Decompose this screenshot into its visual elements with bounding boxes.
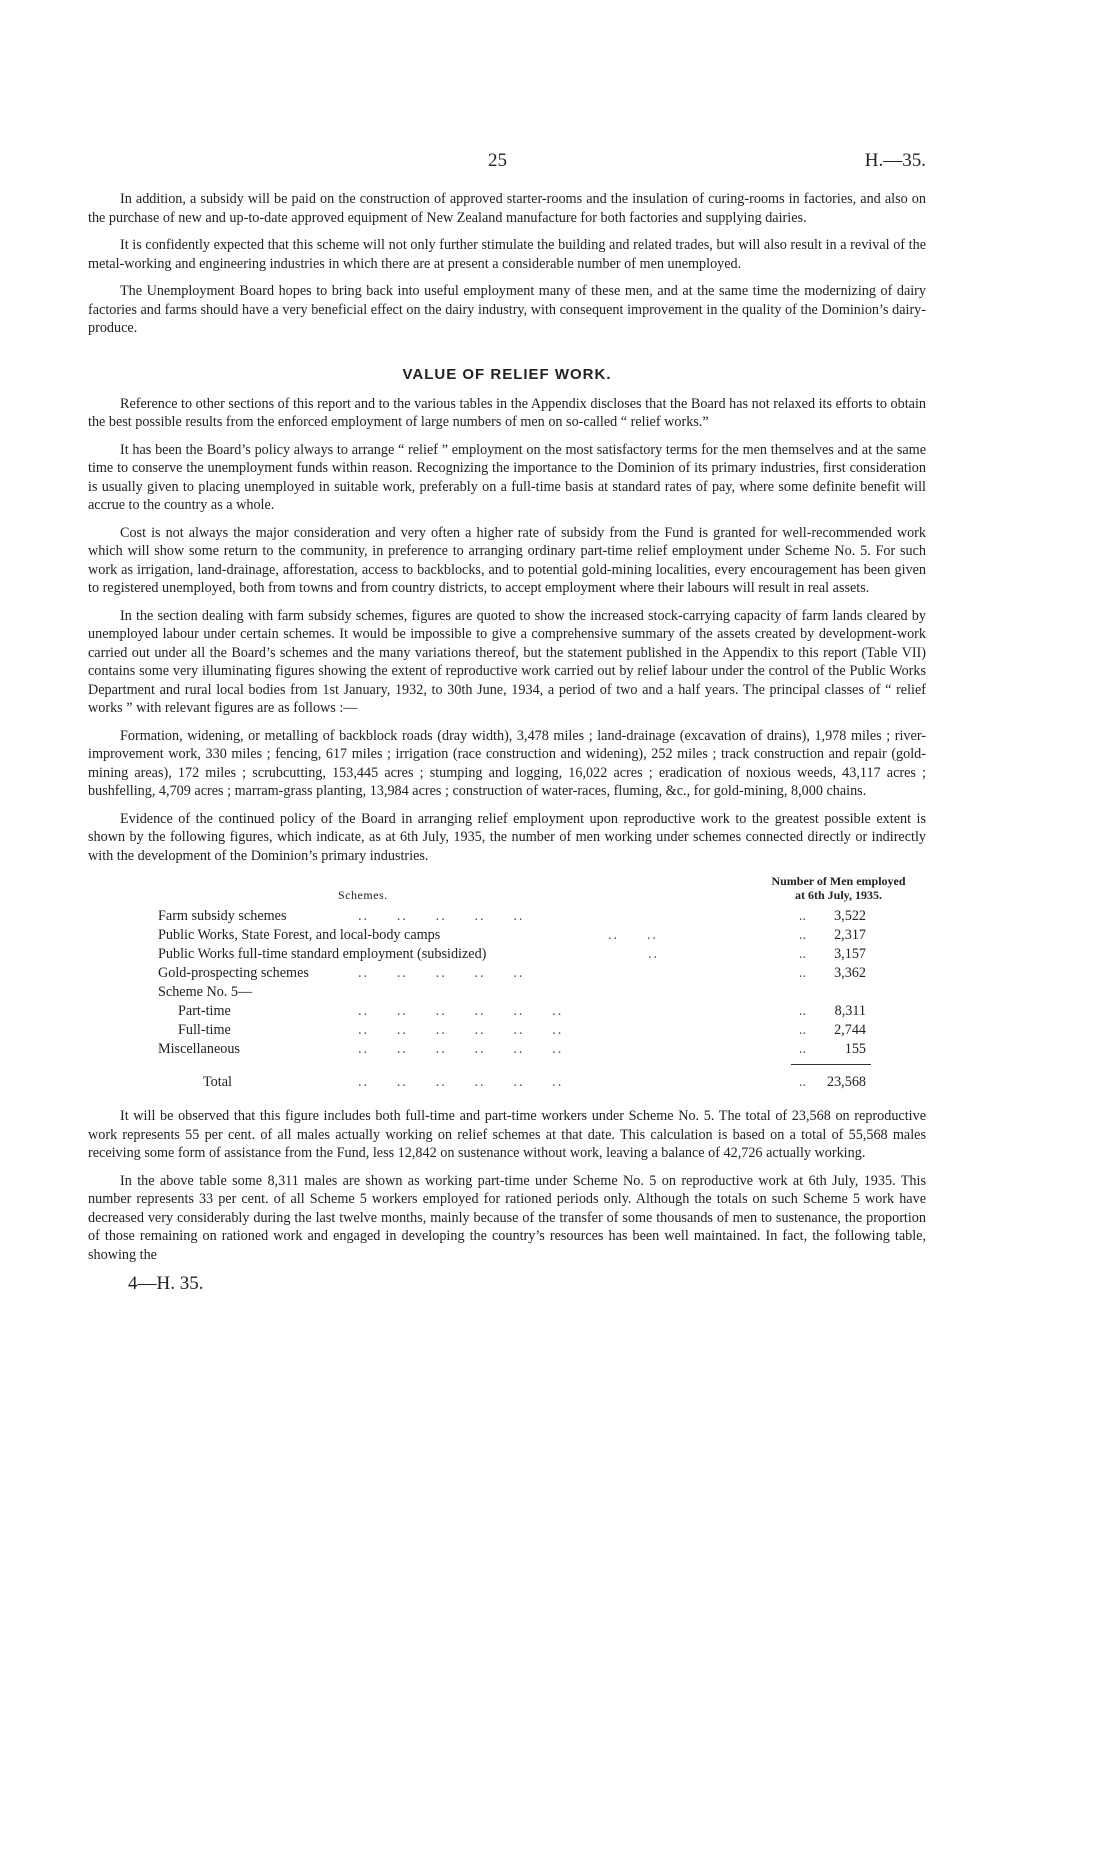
document-reference: H.—35. xyxy=(864,150,926,171)
table-row xyxy=(88,1022,926,1041)
leader-dots: .. .. .. .. .. xyxy=(358,965,525,981)
leader-dots: .. .. xyxy=(608,927,658,943)
row-value: 2,744 xyxy=(834,1022,866,1038)
total-value: 23,568 xyxy=(826,1074,866,1090)
table-row xyxy=(88,1003,926,1022)
table-row xyxy=(88,1041,926,1060)
leader-dots: .. .. .. .. .. .. xyxy=(358,1074,564,1090)
total-label: Total xyxy=(203,1074,232,1090)
signature-mark: 4—H. 35. xyxy=(128,1273,204,1294)
row-label: Gold-prospecting schemes xyxy=(158,965,309,981)
body-paragraph: In the section dealing with farm subsidy schemes, figures are quoted to show the increased stock-carrying capacity of farm lands cleared by unemployed labour under certain schemes. It would be impossible to give a comprehensive summary of the assets created by development-work carried out under all the Board’s schemes and the many variations thereof, but the statement published in the Appendix to this report (Table VII) contains some very illuminating figures showing the extent of reproductive work carried out by relief labour under the control of the Public Works Department and rural local bodies from 1st January, 1932, to 30th June, 1934, a period of two and a half years. The principal classes of “ relief works ” with relevant figures are as follows :— xyxy=(88,607,926,716)
row-label: Public Works, State Forest, and local-body camps xyxy=(158,927,441,943)
leader-dots: .. xyxy=(798,908,806,924)
table-header xyxy=(88,874,926,908)
row-value: 2,317 xyxy=(834,927,866,943)
column-header-count xyxy=(751,874,926,902)
closing-paragraph: In the above table some 8,311 males are shown as working part-time under Scheme No. 5 on reproductive work at 6th July, 1935. This number represents 33 per cent. of all Scheme 5 workers employed for rationed periods only. Although the totals on such Scheme 5 work have decreased very considerably during the last twelve months, mainly because of the transfer of some thousands of men to sustenance, the proportion of those remaining on rationed work and engaged in developing the country’s resources has been well maintained. In fact, the following table, showing the xyxy=(88,1172,926,1263)
leader-dots: .. .. .. .. .. xyxy=(358,908,525,924)
leader-dots: .. .. .. .. .. .. xyxy=(358,1003,564,1019)
row-label: Miscellaneous xyxy=(158,1041,240,1057)
leader-dots: .. xyxy=(798,927,806,943)
table-total-row xyxy=(88,1074,926,1093)
leader-dots: .. xyxy=(648,946,660,962)
body-paragraph: It has been the Board’s policy always to arrange “ relief ” employment on the most satisfactory terms for the men themselves and at the same time to conserve the unemployment funds within reason. Recognizing the importance to the Dominion of its primary industries, first consideration is usually given to placing unemployed in suitable work, preferably on a full-time basis at standard rates of pay, where some definite benefit will accrue to the country as a whole. xyxy=(88,441,926,513)
table-row xyxy=(88,965,926,984)
table-row xyxy=(88,946,926,965)
leader-dots: .. xyxy=(798,1041,806,1057)
row-label: Full-time xyxy=(178,1022,231,1038)
intro-paragraph: It is confidently expected that this scheme will not only further stimulate the building and related trades, but will also result in a revival of the metal-working and engineering industries in which there are at present a considerable number of men unemployed. xyxy=(88,237,926,272)
page-header xyxy=(88,150,926,190)
leader-dots: .. xyxy=(798,946,806,962)
leader-dots: .. xyxy=(798,1022,806,1038)
schemes-table xyxy=(88,874,926,1093)
intro-paragraph: The Unemployment Board hopes to bring back into useful employment many of these men, and at the same time the modernizing of dairy factories and farms should have a very beneficial effect on the dairy industry, with consequent improvement in the quality of the Dominion’s dairy-produce. xyxy=(88,283,926,336)
table-row xyxy=(88,908,926,927)
row-value: 8,311 xyxy=(834,1003,866,1019)
column-header-count-line1: Number of Men employed xyxy=(771,874,906,888)
body-paragraph: Cost is not always the major consideration and very often a higher rate of subsidy from the Fund is granted for well-recommended work which will show some return to the community, in preference to arranging ordinary part-time relief employment under Scheme No. 5. For such work as irrigation, land-drainage, afforestation, access to backblocks, and to potential gold-mining localities, every encouragement has been given to registered unemployed, both from towns and from country districts, to accept employment where their labours will result in real assets. xyxy=(88,524,926,596)
section-title: VALUE OF RELIEF WORK. xyxy=(402,365,612,383)
leader-dots: .. .. .. .. .. .. xyxy=(358,1041,564,1057)
row-value: 3,362 xyxy=(834,965,866,981)
row-value: 3,157 xyxy=(834,946,866,962)
row-label: Public Works full-time standard employment (subsidized) xyxy=(158,946,487,962)
body-paragraph: Formation, widening, or metalling of backblock roads (dray width), 3,478 miles ; land-drainage (excavation of drains), 1,978 miles ; river-improvement work, 330 miles ; fencing, 617 miles ; irrigation (race construction and widening), 252 miles ; track construction and repair (gold-mining areas), 172 miles ; scrubcutting, 153,445 acres ; stumping and logging, 16,022 acres ; eradication of noxious weeds, 43,117 acres ; bushfelling, 4,709 acres ; marram-grass planting, 13,984 acres ; construction of water-races, fluming, &c., for gold-mining, 8,000 chains. xyxy=(88,727,926,799)
column-header-count-line2: at 6th July, 1935. xyxy=(794,888,882,902)
leader-dots: .. .. .. .. .. .. xyxy=(358,1022,564,1038)
column-header-schemes: Schemes. xyxy=(338,888,388,902)
intro-paragraph: In addition, a subsidy will be paid on the construction of approved starter-rooms and the insulation of curing-rooms in factories, and also on the purchase of new and up-to-date approved equipment of New Zealand manufacture for both factories and supplying dairies. xyxy=(88,191,926,226)
body-paragraph: Evidence of the continued policy of the Board in arranging relief employment upon reproductive work to the greatest possible extent is shown by the following figures, which indicate, as at 6th July, 1935, the number of men working under schemes connected directly or indirectly with the development of the Dominion’s primary industries. xyxy=(88,810,926,864)
table-row xyxy=(88,927,926,946)
closing-paragraph: It will be observed that this figure includes both full-time and part-time workers under Scheme No. 5. The total of 23,568 on reproductive work represents 55 per cent. of all males actually working on relief schemes at that date. This calculation is based on a total of 55,568 males receiving some form of assistance from the Fund, less 12,842 on sustenance without work, leaving a balance of 42,726 actually working. xyxy=(88,1108,926,1161)
row-label: Farm subsidy schemes xyxy=(158,908,287,924)
total-rule xyxy=(88,1060,926,1068)
leader-dots: .. xyxy=(798,965,806,981)
document-page xyxy=(88,150,926,1295)
row-value: 155 xyxy=(844,1041,866,1057)
row-label: Part-time xyxy=(178,1003,231,1019)
body-paragraph: Reference to other sections of this report and to the various tables in the Appendix discloses that the Board has not relaxed its efforts to obtain the best possible results from the enforced employment of large numbers of men on so-called “ relief works.” xyxy=(88,395,926,430)
page-number: 25 xyxy=(488,150,507,171)
row-value: 3,522 xyxy=(834,908,866,924)
leader-dots: .. xyxy=(798,1003,806,1019)
table-row xyxy=(88,984,926,1003)
row-label: Scheme No. 5— xyxy=(158,984,253,1000)
leader-dots: .. xyxy=(798,1074,806,1090)
